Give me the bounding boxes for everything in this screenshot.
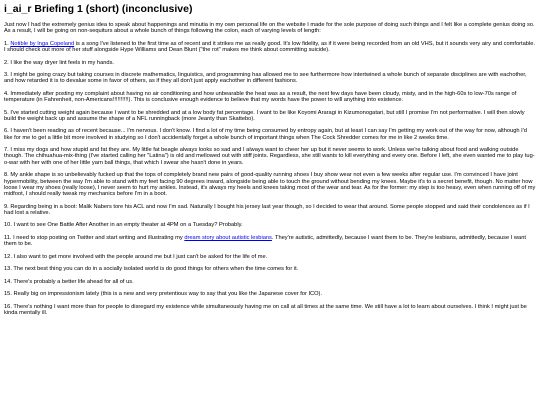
page-title: i_ai_r Briefing 1 (short) (inconclusive) (4, 3, 193, 15)
item-text: Really big on impressionism lately (this is a new and very pretentious way to say that you like the Japanese cover for ICO). (13, 291, 323, 298)
item-text: Immediately after posting my complaint about having no air conditioning and how unbearable the heat was as a result, the next few days have been cloudy, misty, and in the high-60s to low-70s range of temperature (in Fahrenheit, non-Americans!!!!!!!!!!). This is conclusive enough evidence to believe that my words have the power to will anything into existence. (4, 90, 517, 104)
item-number: 4. (4, 90, 11, 97)
item-number: 8. (4, 172, 11, 179)
item-text-after: . They're autistic, admittedly, because I want them to be. They're lesbians, admittedly, because I want them to be. (4, 234, 526, 248)
item-number: 15. (4, 291, 14, 298)
list-item-14 (4, 279, 536, 285)
item-text: I might be going crazy but taking courses in discrete mathematics, linguistics, and programming has allowed me to see furthermore how intertwined a whole bunch of separate disciplines are with eachother, and how retarded it is to devalue some in favor of others, as if they all don't just apply eachother in different fashions. (4, 72, 527, 85)
item-number: 9. (4, 203, 11, 210)
list-item-7 (4, 147, 536, 166)
item-text: The next best thing you can do in a socially isolated world is do good things for others when the time comes for it. (13, 266, 299, 273)
item-number: 5. (4, 109, 11, 116)
song-link[interactable]: Notible by Inga Copeland (10, 40, 75, 47)
item-text: Regarding being in a boot: Malik Nabers tore his ACL and now I'm sad. Naturally I bought his jersey last year though, so I decided to wear that around. Some people stopped and said their condolences as if I had lost a relative. (4, 203, 530, 216)
list-item-4 (4, 91, 536, 104)
list-item-9 (4, 204, 536, 217)
item-number: 16. (4, 303, 14, 310)
story-link[interactable]: dream story about autistic lesbians (184, 234, 272, 241)
item-number: 1. (4, 40, 11, 47)
item-text: I've started cutting weight again because I want to be shredded and at a low body fat percentage. I want to be like Koyomi Araragi in Kizumonogatari, but still I promise I'm not performative. I will then slowly build the weight back up and assume the shape of a NFL runningback (more Jeanty than Skattebo). (4, 109, 525, 122)
item-number: 12. (4, 253, 14, 260)
list-item-5 (4, 110, 536, 123)
item-text: I like the way dryer lint feels in my hands. (10, 59, 115, 66)
item-text: There's nothing I want more than for people to disregard my existence while simultaneously having me on call at all times at the same time. We still have a lot to learn about ourselves. I think I might just be kinda mentally ill. (4, 303, 527, 316)
item-text: I want to see One Battle After Another in an empty theater at 4PM on a Tuesday? Probably. (13, 222, 243, 229)
list-item-13 (4, 266, 536, 272)
intro-paragraph: Just now I had the extremely genius idea to speak about happenings and minutia in my own personal life on the website I made for the sole purpose of doing such things and I felt like a complete genius doing so. As a result, I will be going on non-sequiturs about a whole bunch of things following the colon, each of varying levels of length: (4, 22, 535, 35)
item-number: 14. (4, 278, 14, 285)
list-item-2 (4, 60, 536, 66)
item-number: 6. (4, 128, 11, 135)
item-number: 13. (4, 266, 14, 273)
item-text: I also want to get more involved with the people around me but I just can't be asked for the life of me. (13, 253, 268, 260)
item-text: There's probably a better life ahead for all of us. (13, 278, 134, 285)
list-item-12 (4, 254, 536, 260)
item-text: is a song I've listened to the first time as of recent and it strikes me as really good. It's low fidelity, as if it were being recorded from an old VHS, but it sounds very airy and comfortable. I should check out more of her stuff alongside Hype Williams and Dean Blunt ("the rot" makes me think about committing suicide). (4, 40, 535, 54)
item-text: I need to stop posting on Twitter and start writing and illustrating my (13, 234, 185, 241)
list-item-15 (4, 291, 536, 297)
list-item-3 (4, 72, 536, 85)
item-text: My ankle shape is so unbelievably fucked up that the tops of completely brand new pairs of good-quality running shoes I buy show wear not even a few weeks after regular use. I'm convinced I have joint hypermobility, between the way I'm able to stand with my feet facing 90 degrees inward, alongside being able to touch the ground without bending my knees. Maybe it's to a secret benefit, though. No matter how loose I wear my shoes (really loose), I never seem to hurt my ankles. Instead, it's always my heels and knees taking most of the wear and tear. As for the former: my step is too heavy, even when running off of my midfoot, I should really tweak my mechanics before I'm in a boot. (4, 172, 536, 198)
item-number: 10. (4, 222, 14, 229)
list-item-8 (4, 172, 536, 197)
item-number: 11. (4, 234, 14, 241)
item-number: 7. (4, 147, 11, 154)
list-item-11 (4, 235, 536, 248)
item-text: I haven't been reading as of recent because... I'm nervous. I don't know. I find a lot of my time being consumed by entropy again, but at least I can say I'm getting my work out of the way for now, although I'd like for me to get a little bit more involved in studying so I don't accidentally forget a whole bunch of important things when The Cock Shredder comes for me in like 2 weeks time. (4, 128, 527, 141)
list-item-1 (4, 41, 536, 54)
list-item-6 (4, 128, 536, 141)
item-text: I miss my dogs and how stupid and fat they are. My little fat beagle always looks so sad and I always want to cheer her up but it never seems to work. Unless we're talking about food and walking outside though. The chihuahua-mix-thing (I've started calling her "Latina") is old and mellowed out with stiff joints. Regardless, she still wants to kill everything and every one. Before I left, she even wanted me to play tug-o-war with her with one of her little yarn ball things, that which I swear she hasn't done in years. (4, 147, 535, 166)
list-item-10 (4, 222, 536, 228)
list-item-16 (4, 304, 536, 317)
item-number: 2. (4, 59, 11, 66)
item-number: 3. (4, 72, 11, 79)
